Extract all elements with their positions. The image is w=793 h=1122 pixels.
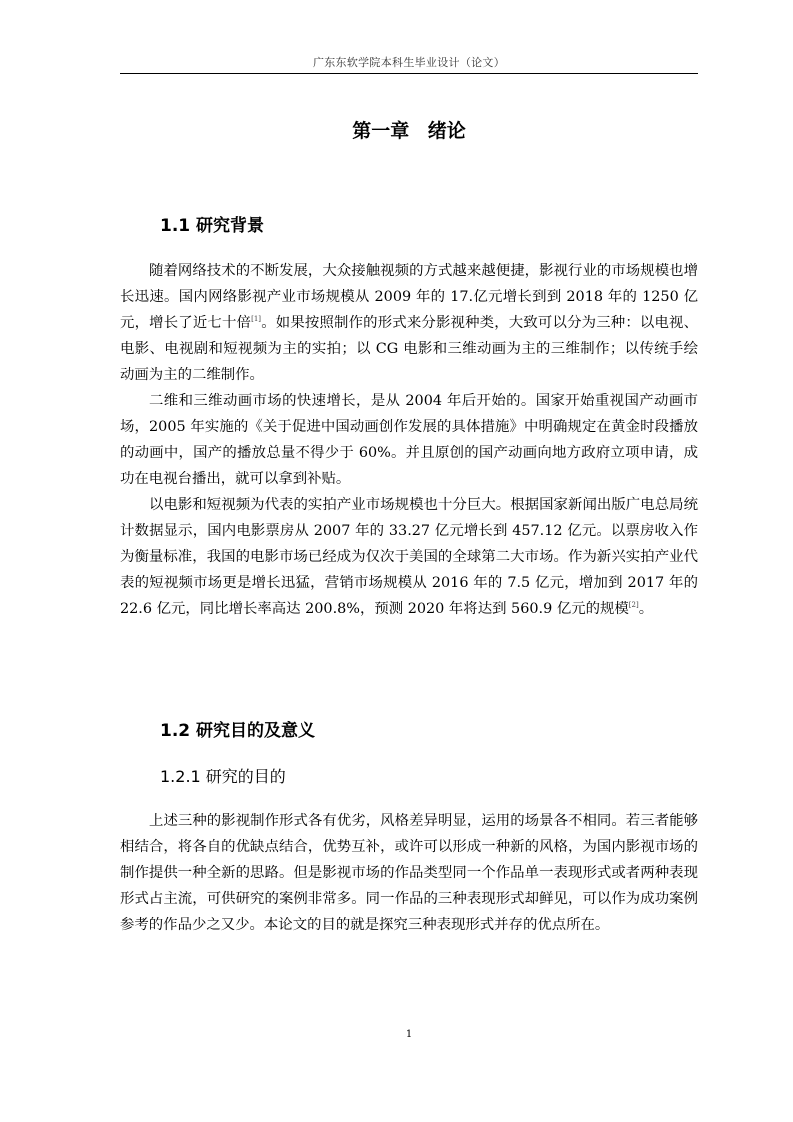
page-number: 1 — [405, 1029, 413, 1040]
paragraph-purpose-1: 上述三种的影视制作形式各有优劣，风格差异明显，运用的场景各不相同。若三者能够相结合，将各自的优缺点结合，优势互补，或许可以形成一种新的风格，为国内影视市场的制作提供一种全新的思路。但是影视市场的作品类型同一个作品单一表现形式或者两种表现形式占主流，可供研究的案例非常多。同一作品的三种表现形式却鲜见，可以作为成功案例参考的作品少之又少。本论文的目的就是探究三种表现形式并存的优点所在。 — [120, 813, 698, 933]
running-header: 广东东软学院本科生毕业设计（论文） — [312, 56, 506, 69]
subsection-heading-1-2-1: 1.2.1 研究的目的 — [160, 767, 286, 786]
chapter-title: 第一章 绪论 — [352, 120, 466, 142]
paragraph-text: 。如果按照制作的形式来分影视种类，大致可以分为三种：以电视、电影、电视剧和短视频为主的实拍；以 CG 电影和三维动画为主的三维制作；以传统手绘动画为主的二维制作。 — [120, 315, 698, 383]
citation-ref-2[interactable]: [2] — [628, 601, 639, 609]
paragraph-background-3 — [120, 492, 698, 622]
paragraph-background-1 — [120, 258, 698, 388]
paragraph-background-2: 二维和三维动画市场的快速增长，是从 2004 年后开始的。国家开始重视国产动画市场，2005 年实施的《关于促进中国动画创作发展的具体措施》中明确规定在黄金时段播放的动画中，国产的播放总量不得少于 60%。并且原创的国产动画向地方政府立项申请，成功在电视台播出，就可以拿到补贴。 — [120, 393, 698, 487]
paragraph-text: 随着网络技术的不断发展，大众接触视频的方式越来越便捷，影视行业的市场规模也增长迅速。国内网络影视产业市场规模从 2009 年的 17.亿元增长到到 2018 年的 1250 亿元，增长了近七十倍 — [120, 263, 698, 331]
section-heading-1-2: 1.2 研究目的及意义 — [160, 721, 316, 741]
header-rule — [120, 73, 698, 74]
paragraph-text: 以电影和短视频为代表的实拍产业市场规模也十分巨大。根据国家新闻出版广电总局统计数据显示，国内电影票房从 2007 年的 33.27 亿元增长到 457.12 亿元。以票房收入作为衡量标准，我国的电影市场已经成为仅次于美国的全球第二大市场。作为新兴实拍产业代表的短视频市场更是增长迅猛，营销市场规模从 2016 年的 7.5 亿元，增加到 2017 年的 22.6 亿元，同比增长率高达 200.8%，预测 2020 年将达到 560.9 亿元的规模 — [120, 497, 698, 617]
section-heading-1-1: 1.1 研究背景 — [160, 216, 265, 236]
citation-ref-1[interactable]: [1] — [251, 315, 262, 323]
paragraph-text: 。 — [638, 601, 654, 617]
